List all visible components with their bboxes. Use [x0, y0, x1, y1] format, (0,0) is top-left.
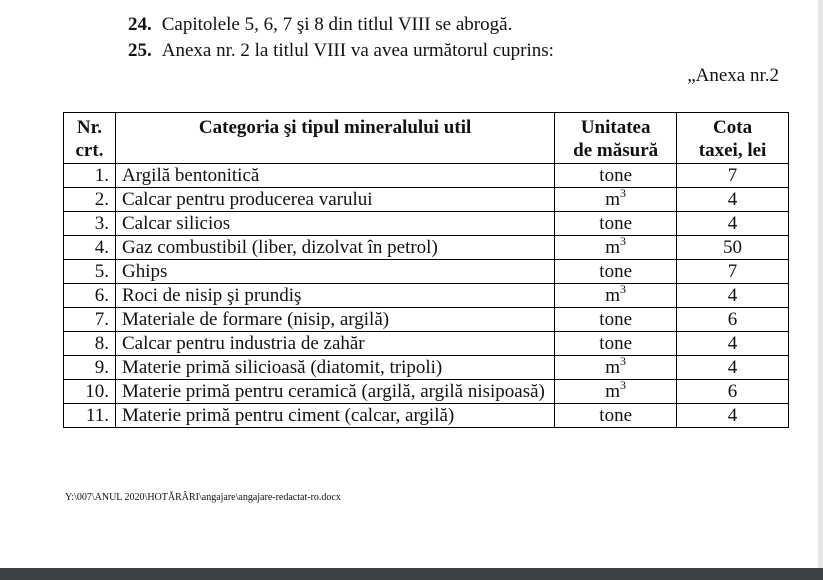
mineral-name: Materiale de formare (nisip, argilă)	[115, 308, 554, 332]
row-number: 11.	[64, 404, 116, 428]
mineral-name: Calcar pentru producerea varului	[115, 188, 554, 212]
mineral-name: Materie primă silicioasă (diatomit, tripoli)	[115, 356, 554, 380]
table-row	[64, 308, 789, 332]
table-row	[64, 404, 789, 428]
table-row	[64, 284, 789, 308]
header-tax: Cota taxei, lei	[677, 113, 789, 164]
tax-rate: 6	[677, 308, 789, 332]
row-number: 4.	[64, 236, 116, 260]
row-number: 6.	[64, 284, 116, 308]
minerals-tax-table	[63, 112, 789, 428]
paragraph-text: Anexa nr. 2 la titlul VIII va avea următorul cuprins:	[161, 40, 554, 61]
header-unit: Unitatea de măsură	[555, 113, 677, 164]
mineral-name: Calcar pentru industria de zahăr	[115, 332, 554, 356]
row-number: 5.	[64, 260, 116, 284]
row-number: 10.	[64, 380, 116, 404]
table-row	[64, 188, 789, 212]
table-row	[64, 260, 789, 284]
header-category: Categoria şi tipul mineralului util	[115, 113, 554, 164]
mineral-name: Materie primă pentru ceramică (argilă, argilă nisipoasă)	[115, 380, 554, 404]
mineral-name: Calcar silicios	[115, 212, 554, 236]
paragraph-25	[128, 39, 554, 63]
table-row	[64, 236, 789, 260]
row-number: 8.	[64, 332, 116, 356]
unit-superscript: 3	[620, 186, 627, 200]
tax-rate: 4	[677, 212, 789, 236]
tax-rate: 4	[677, 404, 789, 428]
header-nr: Nr. crt.	[64, 113, 116, 164]
tax-rate: 7	[677, 164, 789, 188]
bottom-status-bar	[0, 568, 823, 580]
tax-rate: 4	[677, 284, 789, 308]
table-row	[64, 356, 789, 380]
tax-rate: 4	[677, 332, 789, 356]
unit-of-measure: $m^3$	[555, 380, 677, 404]
unit-of-measure: tone	[555, 260, 677, 284]
table-row	[64, 380, 789, 404]
unit-superscript: 3	[620, 354, 627, 368]
unit-of-measure: $m^3$	[555, 188, 677, 212]
unit-of-measure: tone	[555, 332, 677, 356]
unit-of-measure: tone	[555, 212, 677, 236]
paragraph-number: 24.	[128, 14, 152, 35]
unit-of-measure: tone	[555, 404, 677, 428]
page-right-edge	[818, 0, 823, 568]
row-number: 2.	[64, 188, 116, 212]
unit-of-measure: tone	[555, 308, 677, 332]
mineral-name: Materie primă pentru ciment (calcar, argilă)	[115, 404, 554, 428]
table-row	[64, 164, 789, 188]
annex-heading: „Anexa nr.2	[687, 65, 779, 86]
mineral-name: Argilă bentonitică	[115, 164, 554, 188]
unit-of-measure: tone	[555, 164, 677, 188]
table-header-row	[64, 113, 789, 164]
tax-rate: 6	[677, 380, 789, 404]
unit-superscript: 3	[620, 234, 627, 248]
row-number: 3.	[64, 212, 116, 236]
mineral-name: Ghips	[115, 260, 554, 284]
tax-rate: 7	[677, 260, 789, 284]
tax-rate: 50	[677, 236, 789, 260]
table-row	[64, 332, 789, 356]
paragraph-text: Capitolele 5, 6, 7 şi 8 din titlul VIII se abrogă.	[161, 14, 513, 35]
row-number: 1.	[64, 164, 116, 188]
mineral-name: Gaz combustibil (liber, dizolvat în petrol)	[115, 236, 554, 260]
mineral-name: Roci de nisip şi prundiş	[115, 284, 554, 308]
tax-rate: 4	[677, 188, 789, 212]
table-row	[64, 212, 789, 236]
unit-of-measure: $m^3$	[555, 356, 677, 380]
row-number: 9.	[64, 356, 116, 380]
unit-of-measure: $m^3$	[555, 284, 677, 308]
paragraph-24	[128, 13, 512, 37]
unit-superscript: 3	[620, 378, 627, 392]
row-number: 7.	[64, 308, 116, 332]
unit-superscript: 3	[620, 282, 627, 296]
tax-rate: 4	[677, 356, 789, 380]
unit-of-measure: $m^3$	[555, 236, 677, 260]
paragraph-number: 25.	[128, 40, 152, 61]
document-file-path: Y:\007\ANUL 2020\HOTĂRÂRI\angajare\angajare-redactat-ro.docx	[65, 492, 341, 503]
